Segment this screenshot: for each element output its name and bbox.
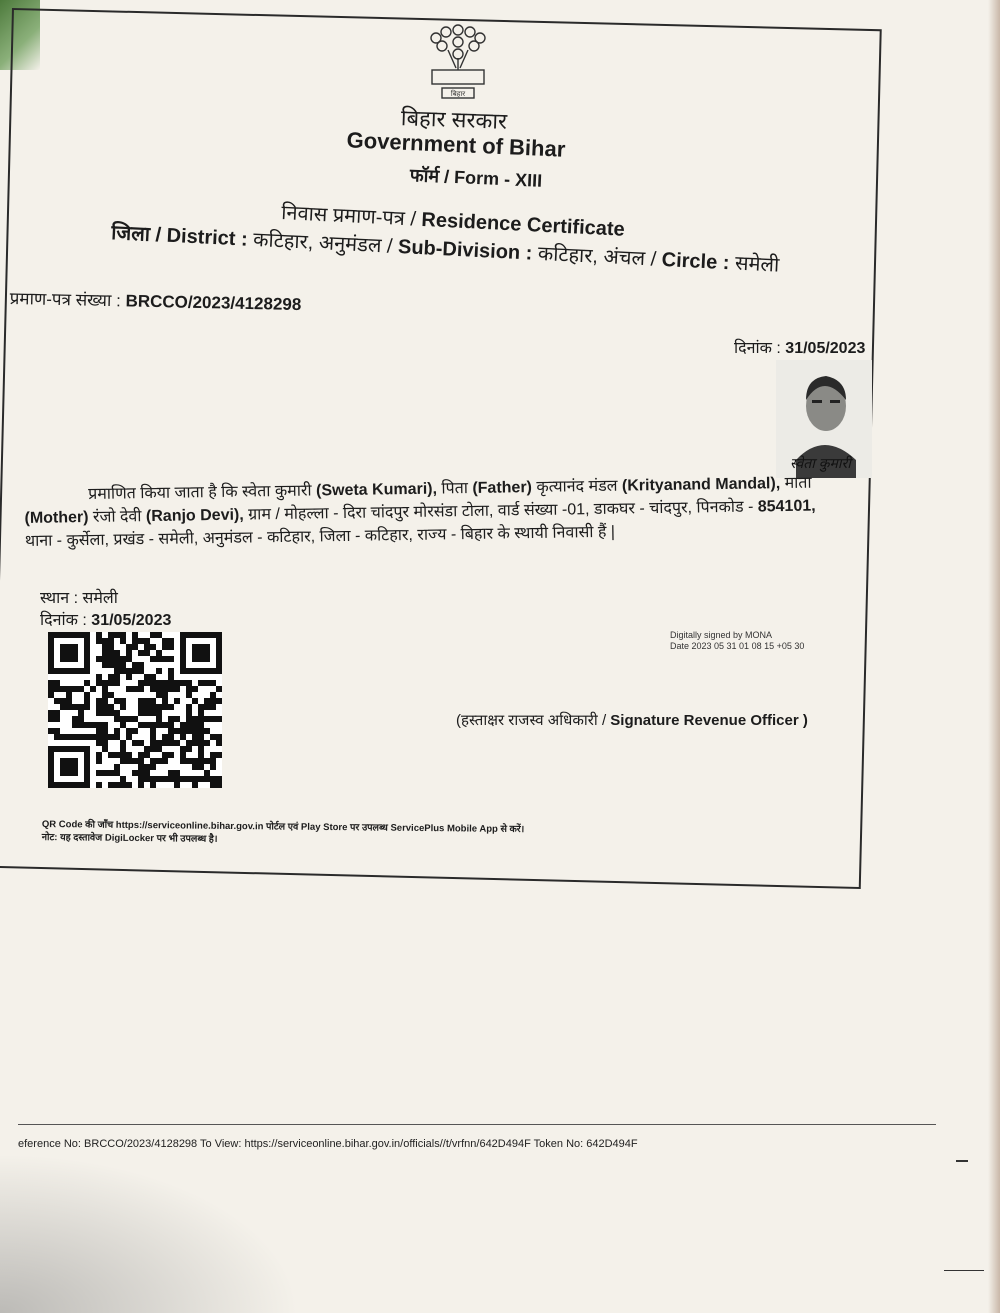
father-name-hindi: कृत्यानंद मंडल	[536, 477, 618, 496]
district-value: कटिहार,	[252, 228, 314, 254]
address-text: ग्राम / मोहल्ला - दिरा चांदपुर मोरसंडा टोला, वार्ड संख्या -01, डाकघर - चांदपुर, पिनकोड -	[248, 498, 754, 524]
issue-date-label: दिनांक :	[40, 612, 87, 629]
mother-name-hindi: रंजो देवी	[92, 508, 142, 526]
certificate-title-hindi: निवास प्रमाण-पत्र /	[280, 201, 417, 231]
qr-note-url: https://serviceonline.bihar.gov.in	[115, 819, 264, 833]
reference-footer: eference No: BRCCO/2023/4128298 To View: https://serviceonline.bihar.gov.in/officials//t/vrfnn/642D494F Token No: 642D494F	[18, 1138, 638, 1150]
scan-mark	[944, 1270, 984, 1271]
issue-date-value: 31/05/2023	[91, 612, 172, 629]
page-edge	[988, 0, 1000, 1313]
pincode: 854101,	[757, 497, 816, 516]
title-english: Government of Bihar	[346, 127, 566, 162]
body-text-span: पिता	[441, 480, 469, 498]
photo-signature: स्वेता कुमारी	[790, 455, 851, 471]
body-text-span: प्रमाणित किया जाता है कि स्वेता कुमारी	[88, 482, 312, 503]
applicant-photo	[776, 360, 872, 478]
digital-signature-signer: Digitally signed by MONA	[670, 630, 773, 640]
signature-label-hindi: (हस्ताक्षर राजस्व अधिकारी /	[456, 712, 607, 729]
digital-signature-date: Date 2023 05 31 01 08 15 +05 30	[670, 641, 805, 651]
certificate-date-label: दिनांक :	[734, 340, 781, 357]
applicant-name-english: (Sweta Kumari),	[315, 480, 438, 500]
form-number: फॉर्म / Form - XIII	[409, 165, 543, 191]
qr-note-text: पोर्टल एवं Play Store पर उपलब्ध ServicePlus Mobile App से करें।	[266, 821, 525, 836]
qr-code-icon	[48, 632, 222, 788]
body-line-3: थाना - कुर्सेला, प्रखंड - समेली, अनुमंडल - कटिहार, जिला - कटिहार, राज्य - बिहार के स्थायी निवासी हैं |	[24, 523, 616, 550]
issue-place-value: समेली	[82, 590, 118, 607]
circle-label-hindi: अंचल /	[603, 246, 657, 271]
issue-date	[40, 608, 171, 630]
signature-label	[456, 710, 808, 730]
background-shadow	[0, 1153, 300, 1313]
mother-name-english: (Ranjo Devi),	[145, 506, 244, 526]
qr-note	[42, 818, 525, 849]
issue-place	[40, 586, 118, 608]
digital-signature	[670, 630, 804, 652]
footer-divider	[18, 1124, 936, 1125]
certificate-number-value: BRCCO/2023/4128298	[125, 291, 302, 315]
bihar-emblem-icon	[418, 22, 498, 104]
body-text-span: माता	[784, 474, 812, 493]
father-name-english: (Krityanand Mandal),	[621, 475, 781, 495]
certificate-body	[24, 471, 875, 553]
mother-label: (Mother)	[24, 508, 89, 527]
subdivision-label: Sub-Division :	[397, 236, 533, 265]
subdivision-label-hindi: अनुमंडल /	[318, 232, 394, 258]
subdivision-value: कटिहार,	[537, 242, 599, 268]
certificate-date	[734, 336, 865, 358]
qr-note-text: QR Code की जाँच	[41, 818, 114, 831]
title-hindi: बिहार सरकार	[400, 105, 508, 134]
father-label: (Father)	[472, 479, 533, 497]
district-label: जिला / District :	[110, 221, 249, 251]
issue-place-label: स्थान :	[40, 590, 79, 607]
circle-value: समेली	[734, 252, 780, 277]
certificate-title-english: Residence Certificate	[420, 208, 626, 241]
certificate-number-label: प्रमाण-पत्र संख्या :	[9, 288, 122, 311]
circle-label: Circle :	[661, 248, 730, 275]
svg-text:बिहार: बिहार	[450, 90, 466, 98]
scan-mark	[956, 1160, 968, 1162]
signature-label-english: Signature Revenue Officer )	[610, 712, 808, 729]
certificate-date-value: 31/05/2023	[785, 340, 866, 357]
qr-note-line-2: नोट: यह दस्तावेज DigiLocker पर भी उपलब्ध है।	[41, 831, 218, 845]
